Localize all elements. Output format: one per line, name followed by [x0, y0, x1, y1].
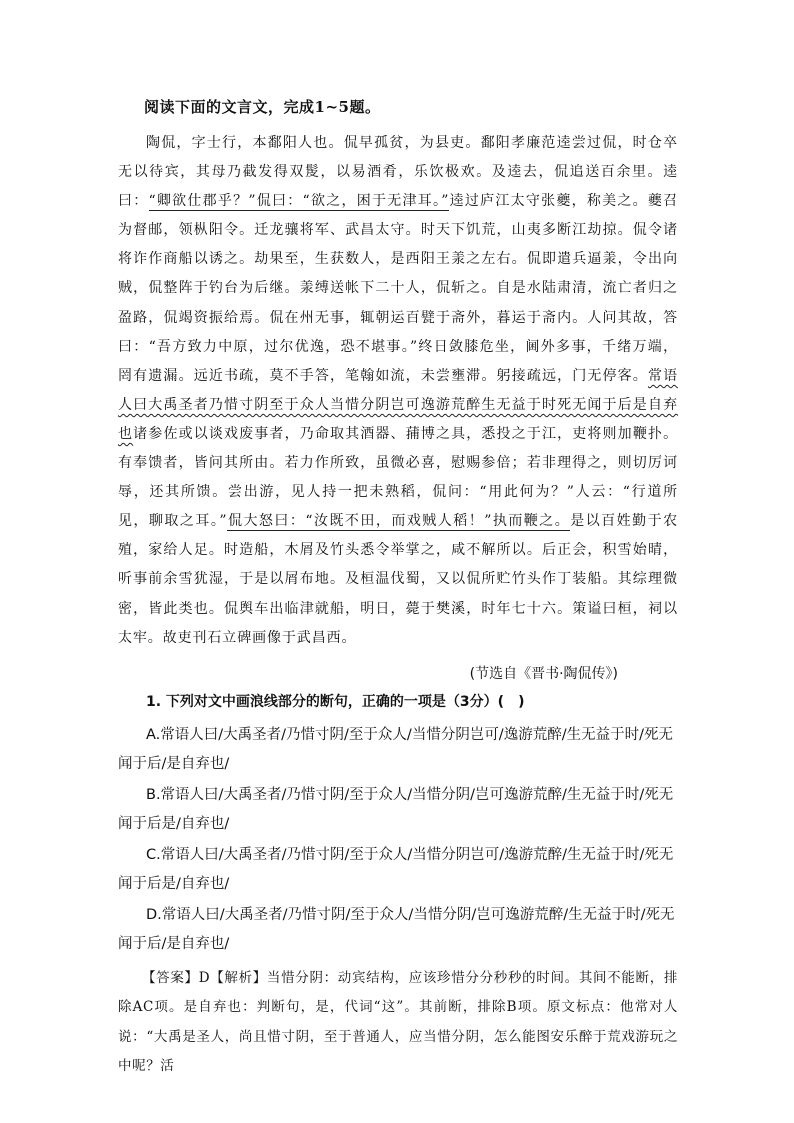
option-a — [118, 721, 678, 780]
option-d-line-1: D.常语人曰/大禹圣者/乃惜寸阴/至于众人/当惜分阴/岂可逸游荒醉/生无益于时/死无 — [146, 906, 675, 923]
option-b-line-1: B.常语人曰/大禹圣者/乃惜寸阴/至于众人/当惜分阴/岂可逸游荒醉/生无益于时/死无 — [146, 786, 674, 803]
option-a-line-2: 闻于后/是自弃也/ — [118, 756, 230, 773]
answer-explanation: 【答案】D【解析】当惜分阴：动宾结构，应该珍惜分分秒秒的时间。其间不能断，排除AC项。是自弃也：判断句，是，代词“这”。其前断，排除B项。原文标点：他常对人说：“大禹是圣人，尚且惜寸阴，至于普通人，应当惜分阴，怎么能图安乐醉于荒戏游玩之中呢？活 — [118, 969, 678, 1075]
passage-part-4: 是以百姓勤于农殖，家给人足。时造船，木屑及竹头悉令举掌之，咸不解所以。后正会，积雪始晴，听事前余雪犹湿，于是以屑布地。及桓温伐蜀，又以侃所贮竹头作丁装船。其综理微密，皆此类也。侃舆车出临津就船，明日，薨于樊溪，时年七十六。策谥曰桓，祠以太牢。故吏刊石立碑画像于武昌西。 — [118, 513, 678, 646]
question-1: 1. 下列对文中画浪线部分的断句，正确的一项是（3分）( ) — [146, 693, 525, 710]
wavy-underlined-sentence: 常语人曰大禹圣者乃惜寸阴至于众人当惜分阴岂可逸游荒醉生无益于时死无闻于后是自弃也 — [118, 367, 678, 442]
passage-text — [118, 129, 678, 653]
option-b-line-2: 闻于后是/自弃也/ — [118, 816, 230, 833]
option-d — [118, 901, 678, 960]
passage-part-2: 逵过庐江太守张夔，称美之。夔召为督邮，领枞阳令。迁龙骧将军、武昌太守。时天下饥荒，山夷多断江劫掠。侃令诸将诈作商船以诱之。劫果至，生获数人，是西阳王羕之左右。侃即遣兵逼羕，令出向贼，侃整阵于钓台为后继。羕缚送帐下二十人，侃斩之。自是水陆肃清，流亡者归之盈路，侃竭资振给焉。侃在州无事，辄朝运百甓于斋外，暮运于斋内。人问其故，答曰：“吾方致力中原，过尔优逸，恐不堪事。”终日敛膝危坐，阃外多事，千绪万端，罔有遗漏。远近书疏，莫不手答，笔翰如流，未尝壅滞。躬接疏远，门无停客。 — [118, 193, 678, 384]
section-heading: 阅读下面的文言文，完成1~5题。 — [144, 98, 381, 116]
option-a-line-1: A.常语人曰/大禹圣者/乃惜寸阴/至于众人/当惜分阴岂可/逸游荒醉/生无益于时/死无 — [146, 726, 673, 743]
option-c — [118, 841, 678, 900]
document-content — [118, 96, 678, 1082]
option-b — [118, 781, 678, 840]
passage-part-3: 诸参佐或以谈戏废事者，乃命取其酒器、蒱博之具，悉投之于江，吏将则加鞭扑。有奉馈者，皆问其所由。若力作所致，虽微必喜，慰赐参倍；若非理得之，则切厉诃辱，还其所馈。尝出游，见人持一把未熟稻，侃问：“用此何为？”人云：“行道所见，聊取之耳。” — [118, 425, 678, 530]
underlined-sentence-2: 侃大怒曰：“汝既不田，而戏贼人稻！”执而鞭之。 — [227, 513, 571, 530]
option-c-line-1: C.常语人曰/大禹圣者/乃惜寸阴/至于众人/当惜分阴岂可/逸游荒醉/生无益于时/死无 — [146, 846, 674, 863]
underlined-sentence-1: “卿欲仕郡乎？”侃曰：“欲之，困于无津耳。” — [148, 193, 450, 210]
source-citation: (节选自《晋书·陶侃传》) — [469, 665, 618, 682]
option-d-line-2: 闻于后/是自弃也/ — [118, 936, 230, 953]
passage-part-1: 陶侃，字士行，本鄱阳人也。侃早孤贫，为县吏。鄱阳孝廉范逵尝过侃，时仓卒无以待宾，其母乃截发得双髲，以易酒肴，乐饮极欢。及逵去，侃追送百余里。逵曰： — [118, 135, 678, 210]
option-c-line-2: 闻于后是/自弃也/ — [118, 876, 230, 893]
